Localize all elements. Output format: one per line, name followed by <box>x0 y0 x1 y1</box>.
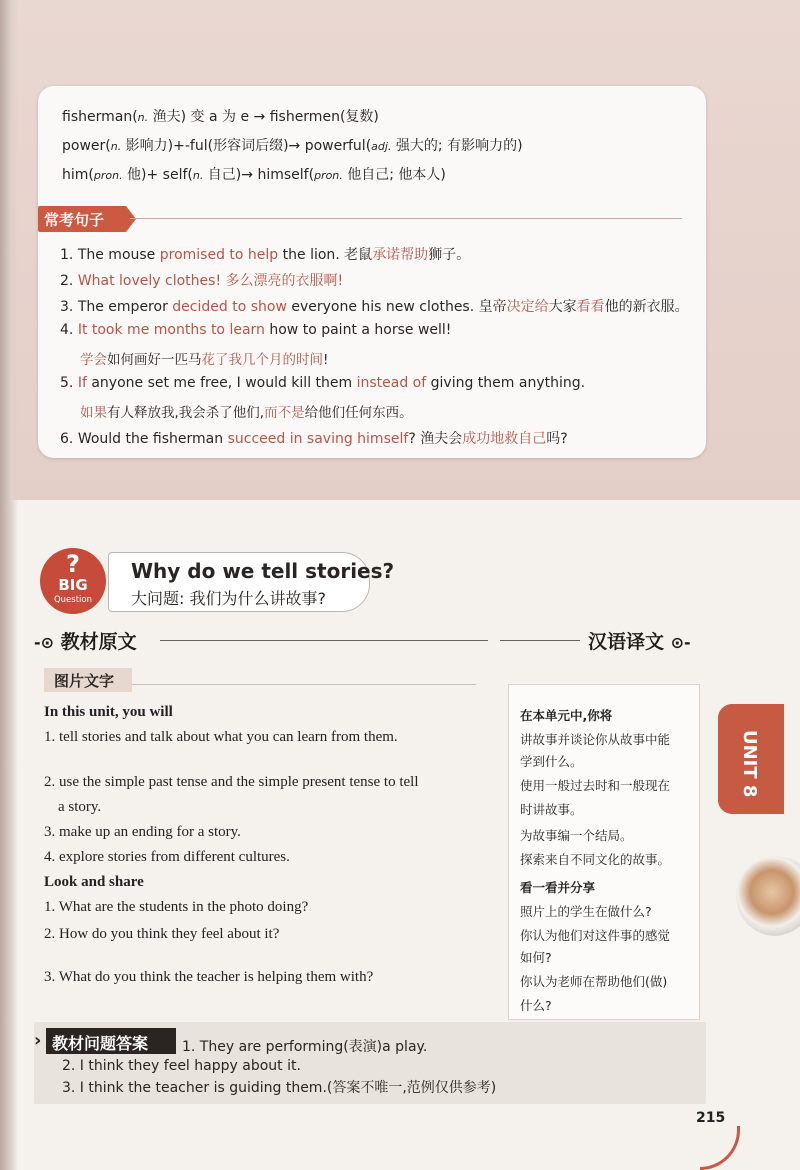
en-question-2: 2. How do you think they feel about it? <box>44 926 280 942</box>
sentence-5-translation <box>80 401 413 421</box>
sentence-highlight: What lovely clothes! 多么漂亮的衣服啊! <box>77 273 344 289</box>
sentence-text: giving them anything. <box>426 375 586 391</box>
circle-arrow-icon: -⊙ <box>34 633 55 652</box>
big-question-zh: 大问题: 我们为什么讲故事? <box>131 589 326 608</box>
unit-label: UNIT 8 <box>739 730 760 798</box>
sentence-text: 狮子。 <box>428 247 471 263</box>
picture-text-tag: 图片文字 <box>44 668 132 692</box>
zh-question-2: 你认为他们对这件事的感觉 <box>520 928 671 943</box>
vocab-result: powerful <box>304 138 366 154</box>
page-number: 215 <box>696 1110 726 1126</box>
right-column-title <box>588 627 691 654</box>
vocab-pos: n. <box>192 169 204 182</box>
header-rule-right <box>500 640 580 641</box>
sentence-num: 5. <box>60 375 74 391</box>
chevron-right-icon: › <box>34 1030 42 1051</box>
sentence-text: 如何画好一匹马 <box>107 352 202 368</box>
sentence-5 <box>60 375 585 391</box>
sentence-text: The emperor <box>77 299 173 315</box>
sentence-text: 有人释放我,我会杀了他们, <box>107 405 265 421</box>
zh-item-3: 为故事编一个结局。 <box>520 828 633 843</box>
zh-item-2-cont: 时讲故事。 <box>520 802 583 817</box>
sentence-text: anyone set me free, I would kill them <box>86 375 357 391</box>
zh-item-4: 探索来自不同文化的故事。 <box>520 852 671 867</box>
sentence-highlight: succeed in saving himself <box>227 431 409 447</box>
sentence-text: ! <box>323 352 329 368</box>
en-item-1: 1. tell stories and talk about what you can learn from them. <box>44 729 398 745</box>
vocab-pos: n. <box>110 140 122 153</box>
page-binding-edge <box>0 0 18 1170</box>
sentence-highlight: 学会 <box>80 352 107 368</box>
sentence-num: 3. <box>60 299 74 315</box>
big-question-badge <box>40 548 106 614</box>
big-question-box <box>108 552 395 612</box>
question-mark-icon: ? <box>66 550 80 578</box>
vocab-meaning: 渔夫 <box>152 109 181 125</box>
zh-question-3-cont: 什么? <box>520 998 552 1013</box>
vocab-line-2: power(n. 影响力)+-ful(形容词后缀)→ powerful(adj. 强大的; 有影响力的) <box>62 138 523 154</box>
en-item-4: 4. explore stories from different cultures. <box>44 849 290 865</box>
zh-item-1-cont: 学到什么。 <box>520 754 583 769</box>
vocab-rule: 变 a 为 e → <box>190 109 266 125</box>
zh-intro: 在本单元中,你将 <box>520 708 613 723</box>
right-title-text: 汉语译文 <box>588 631 665 653</box>
sentence-text: everyone his new clothes. 皇帝 <box>286 299 507 315</box>
sentence-highlight: 决定给 <box>506 299 549 315</box>
badge-big: BIG <box>58 576 88 594</box>
sentence-num: 2. <box>60 273 74 289</box>
sentence-text: The mouse <box>77 247 160 263</box>
answer-2: 2. I think they feel happy about it. <box>62 1058 301 1074</box>
sentence-highlight: If <box>77 375 87 391</box>
sentence-highlight: promised to help <box>159 247 279 263</box>
sentence-4 <box>60 322 451 338</box>
sentence-text: 给他们任何东西。 <box>304 405 413 421</box>
left-column-title <box>34 627 137 654</box>
picture-text-rule <box>132 684 476 685</box>
vocab-line-3: him(pron. 他)+ self(n. 自己)→ himself(pron. 他自己; 他本人) <box>62 167 446 183</box>
sentence-highlight: It took me months to learn <box>77 322 265 338</box>
sentence-highlight: 承诺帮助 <box>372 247 429 263</box>
header-rule-left <box>160 640 488 641</box>
answer-1: 1. They are performing(表演)a play. <box>182 1039 428 1055</box>
badge-question: Question <box>53 595 93 605</box>
section-divider <box>130 218 682 219</box>
sentence-highlight: 如果 <box>80 405 107 421</box>
vocab-pos: pron. <box>314 169 343 182</box>
vocab-meaning: 影响力 <box>125 138 168 154</box>
vocab-pos: adj. <box>371 140 392 153</box>
en-question-1: 1. What are the students in the photo doing? <box>44 899 309 915</box>
vocab-rule: +-ful(形容词后缀)→ <box>173 138 301 154</box>
vocab-note: 强大的; 有影响力的) <box>395 138 523 154</box>
vocab-pos: n. <box>137 111 149 124</box>
sentence-highlight: 看看 <box>576 299 605 315</box>
look-and-share: Look and share <box>44 874 144 890</box>
sentence-text: 吗? <box>546 431 568 447</box>
en-item-2-cont: a story. <box>58 799 102 815</box>
vocab-word: him <box>62 167 89 183</box>
circle-arrow-icon: ⊙- <box>670 633 691 652</box>
sentence-num: 6. <box>60 431 74 447</box>
sentence-highlight: 而不是 <box>264 405 305 421</box>
sentence-highlight: 花了我几个月的时间 <box>201 352 323 368</box>
vocab-meaning: 他 <box>127 167 142 183</box>
zh-item-1: 讲故事并谈论你从故事中能 <box>520 732 671 747</box>
sentence-1 <box>60 244 470 264</box>
left-title-text: 教材原文 <box>60 631 137 653</box>
sentence-highlight: 成功地救自己 <box>462 431 547 447</box>
vocab-line-1: fisherman(n. 渔夫) 变 a 为 e → fishermen(复数) <box>62 109 379 125</box>
sentence-6 <box>60 428 568 448</box>
vocab-word: power <box>62 138 106 154</box>
vocab-meaning: 自己)→ <box>207 167 253 183</box>
sentence-4-translation <box>80 348 328 368</box>
sentence-num: 4. <box>60 322 74 338</box>
sentence-highlight: instead of <box>356 375 427 391</box>
sentence-3 <box>60 296 689 316</box>
vocab-result: fishermen <box>269 109 340 125</box>
sentence-text: 他的新衣服。 <box>604 299 689 315</box>
sentence-text: ? 渔夫会 <box>408 431 463 447</box>
vocab-note: 他自己; 他本人) <box>347 167 446 183</box>
unit-intro: In this unit, you will <box>44 704 173 720</box>
en-question-3: 3. What do you think the teacher is helping them with? <box>44 969 374 985</box>
unit-tab <box>718 704 784 814</box>
sentence-2 <box>60 270 343 290</box>
zh-question-3: 你认为老师在帮助他们(做) <box>520 974 668 989</box>
zh-question-1: 照片上的学生在做什么? <box>520 904 652 919</box>
vocab-note: (复数) <box>339 109 379 125</box>
sentence-text: 大家 <box>548 299 577 315</box>
vocab-pos: pron. <box>93 169 123 182</box>
vocab-word: fisherman <box>62 109 133 125</box>
en-item-2: 2. use the simple past tense and the simple present tense to tell <box>44 774 419 790</box>
en-item-3: 3. make up an ending for a story. <box>44 824 241 840</box>
section-tag-sentences: 常考句子 <box>38 206 126 232</box>
sentence-text: how to paint a horse well! <box>264 322 452 338</box>
sentence-num: 1. <box>60 247 74 263</box>
vocab-rule: + self( <box>146 167 193 183</box>
answer-3: 3. I think the teacher is guiding them.(答案不唯一,范例仅供参考) <box>62 1080 497 1096</box>
zh-look: 看一看并分享 <box>520 880 596 895</box>
big-question-en: Why do we tell stories? <box>131 559 395 583</box>
answers-tag: 教材问题答案 <box>46 1028 176 1054</box>
zh-question-2-cont: 如何? <box>520 950 552 965</box>
vocab-result: himself <box>257 167 309 183</box>
sentence-highlight: decided to show <box>172 299 287 315</box>
sentence-text: the lion. 老鼠 <box>278 247 373 263</box>
zh-item-2: 使用一般过去时和一般现在 <box>520 778 671 793</box>
sentence-text: Would the fisherman <box>77 431 228 447</box>
